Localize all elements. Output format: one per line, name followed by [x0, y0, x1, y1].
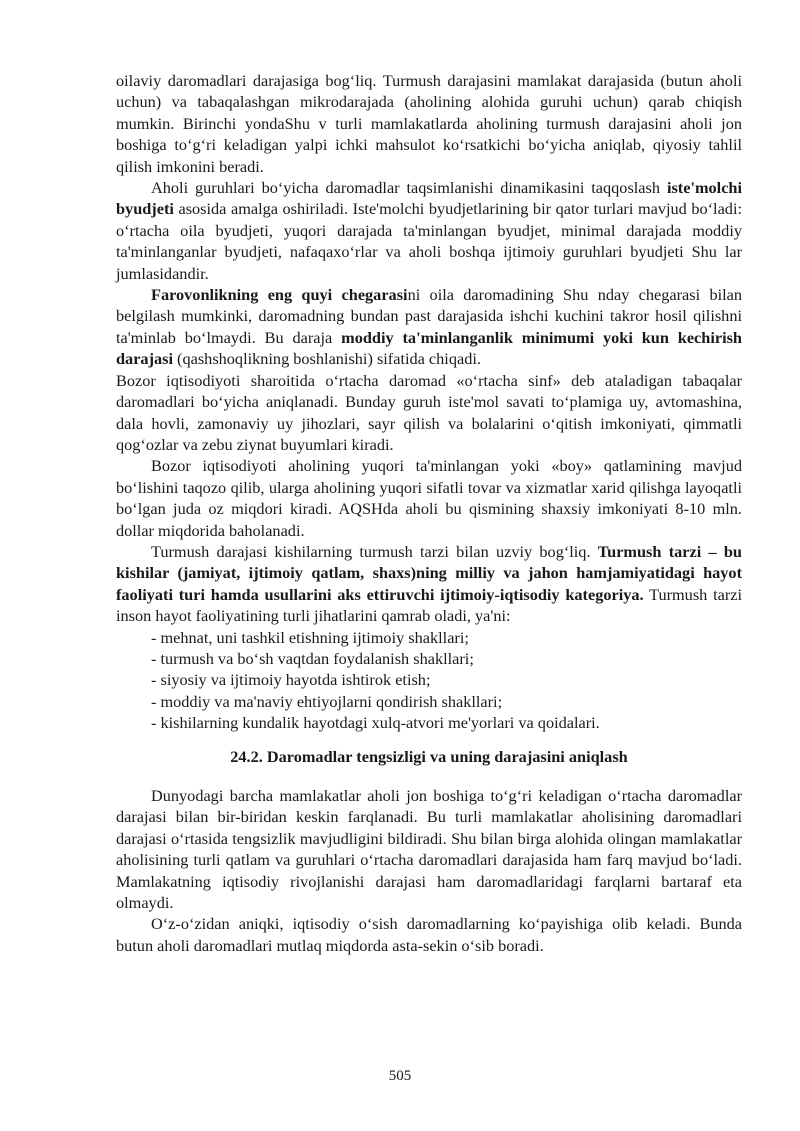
list-item: - turmush va bo‘sh vaqtdan foydalanish shakllari; — [151, 648, 474, 668]
paragraphs-bottom — [116, 785, 742, 956]
paragraph — [116, 177, 742, 284]
text-run: Bozor iqtisodiyoti sharoitida o‘rtacha daromad «o‘rtacha sinf» deb ataladigan tabaqalar daromadlari bo‘yicha aniqlanadi. Bunday guruh iste'mol savati to‘plamiga uy, avtomashina, dala hovli, zamonaviy uy jihozlari, sayr qilish va bolalarini o‘qitish imkoniyati, qimmatli qog‘ozlar va zebu ziynat buyumlari kiradi. — [116, 370, 742, 454]
text-run: Turmush darajasi kishilarning turmush tarzi bilan uzviy bog‘liq. — [151, 541, 598, 561]
bold-text: moddiy ta'minlanganlik minimumi yoki kun kechirish darajasi — [116, 327, 742, 369]
text-run: Bozor iqtisodiyoti aholining yuqori ta'minlangan yoki «boy» qatlamining mavjud bo‘lishini taqozo qilib, ularga aholining yuqori sifatli tovar va xizmatlar xarid qilishga layoqatli bo‘lgan juda oz miqdori kiradi. AQSHda aholi bu qismining shaxsiy imkoniyati 8-10 mln. dollar miqdorida baholanadi. — [116, 456, 742, 540]
section-heading: 24.2. Daromadlar tengsizligi va uning darajasini aniqlash — [230, 746, 628, 766]
paragraph — [116, 284, 742, 370]
text-run: (qashshoqlikning boshlanishi) sifatida chiqadi. — [172, 349, 481, 369]
list-item: - moddiy va ma'naviy ehtiyojlarni qondirish shakllari; — [151, 691, 503, 711]
paragraph — [116, 541, 742, 627]
text-run: asosida amalga oshiriladi. Iste'molchi byudjetlarining bir qator turlari mavjud bo‘ladi: o‘rtacha oila byudjeti, yuqori darajada ta'minlangan byudjet, minimal darajada moddiy ta'minlanganlar byudjeti, nafaqaxo‘rlar va aholi boshqa ijtimoiy guruhlari byudjeti Shu lar jumlasidandir. — [116, 199, 742, 283]
text-run: Dunyodagi barcha mamlakatlar aholi jon boshiga to‘g‘ri keladigan o‘rtacha daromadlar darajasi bilan bir-biridan keskin farqlanadi. Bu turli mamlakatlar aholisining daromadlari darajasi o‘rtasida tengsizlik mavjudligini bildiradi. Shu bilan birga alohida olingan mamlakatlar aholisining turli qatlam va guruhlari o‘rtacha daromadlari darajasida ham farq mavjud bo‘ladi. Mamlakatning iqtisodiy rivojlanishi darajasi ham daromadlaridagi farqlarni bartaraf eta olmaydi. — [116, 786, 742, 913]
text-run: Turmush tarzi inson hayot faoliyatining turli jihatlarini qamrab oladi, ya'ni: — [116, 584, 743, 626]
bold-text: Farovonlikning eng quyi chegarasi — [151, 285, 408, 305]
paragraph — [116, 370, 742, 456]
paragraph — [116, 785, 742, 913]
bold-text: iste'molchi byudjeti — [116, 178, 742, 219]
bold-text: Turmush tarzi – bu kishilar (jamiyat, ijtimoiy qatlam, shaxs)ning milliy va jahon hamjamiyatidagi hayot faoliyati turi hamda usullarini aks ettiruvchi ijtimoiy-iqtisodiy kategoriya. — [116, 541, 742, 604]
text-run: ni oila daromadining Shu nday chegarasi bilan belgilash mumkinki, daromadning bundan past darajasida ishchi kuchini takror hosil qilishni ta'minlab bo‘lmaydi. Bu daraja — [116, 285, 743, 347]
paragraph — [116, 913, 742, 956]
body-text — [116, 70, 742, 956]
paragraph — [116, 455, 742, 541]
list-item: - mehnat, uni tashkil etishning ijtimoiy shakllari; — [151, 627, 469, 647]
text-run: O‘z-o‘zidan aniqki, iqtisodiy o‘sish daromadlarning ko‘payishiga olib keladi. Bunda butun aholi daromadlari mutlaq miqdorda asta-sekin o‘sib boradi. — [116, 914, 742, 955]
text-run: oilaviy daromadlari darajasiga bog‘liq. Turmush darajasini mamlakat darajasida (butun aholi uchun) va tabaqalashgan mikrodarajada (aholining alohida guruhi uchun) qarab chiqish mumkin. Birinchi yondaShu v turli mamlakatlarda aholining turmush darajasini aholi jon boshiga to‘g‘ri keladigan yalpi ichki mahsulot ko‘rsatkichi bo‘yicha aniqlab, qiyosiy tahlil qilish imkonini beradi. — [116, 71, 742, 176]
page-number: 505 — [388, 1068, 412, 1084]
paragraph — [116, 70, 742, 177]
paragraphs-top — [116, 70, 742, 627]
list-item: - kishilarning kundalik hayotdagi xulq-atvori me'yorlari va qoidalari. — [151, 713, 600, 733]
text-run: Aholi guruhlari bo‘yicha daromadlar taqsimlanishi dinamikasini taqqoslash — [151, 178, 667, 198]
list-item: - siyosiy va ijtimoiy hayotda ishtirok etish; — [151, 670, 431, 690]
bullet-list — [116, 627, 742, 734]
